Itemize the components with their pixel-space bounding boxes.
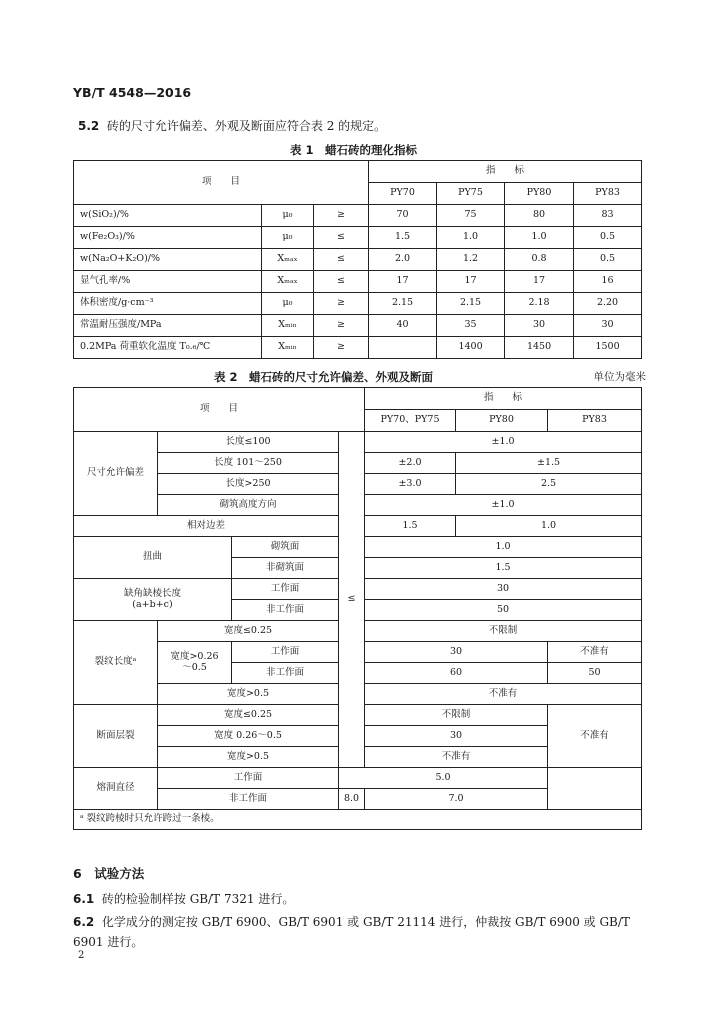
edge-diff-value-a: 1.5 (365, 516, 456, 537)
table1-value: 75 (437, 205, 505, 227)
para-6-2-continued: 6901 进行。 (73, 935, 144, 949)
table1-row (74, 249, 642, 271)
chip-non-working-value: 50 (365, 600, 642, 621)
section-6-title: 6 试验方法 (73, 866, 145, 881)
table2-caption: 表 2 蜡石砖的尺寸允许偏差、外观及断面 (214, 370, 434, 384)
table1-value: 2.18 (505, 293, 574, 315)
size-len-100-value: ±1.0 (365, 432, 642, 453)
table1-value: 1500 (574, 337, 642, 359)
melt-working-value: 5.0 (339, 768, 548, 789)
table2-head-item: 项 目 (74, 388, 365, 432)
table1-row (74, 315, 642, 337)
size-height-label: 砌筑高度方向 (158, 495, 339, 516)
crack-mid-label-line2: ～0.5 (182, 661, 207, 673)
standard-number: YB/T 4548—2016 (73, 85, 192, 100)
table1-grade-py75: PY75 (437, 183, 505, 205)
melt-hole-label: 熔洞直径 (74, 768, 158, 810)
table1-item: 显气孔率/% (74, 271, 262, 293)
table1-symbol: μ₀ (262, 293, 314, 315)
crack-w025-label: 宽度≤0.25 (158, 621, 339, 642)
page-number: 2 (78, 950, 85, 961)
table1-row (74, 337, 642, 359)
table1-value: 2.0 (369, 249, 437, 271)
table1-value: 16 (574, 271, 642, 293)
table1-row (74, 293, 642, 315)
table1-value: 2.15 (437, 293, 505, 315)
table2-grade-py83: PY83 (548, 410, 642, 432)
crack-w05-value: 不准有 (365, 684, 642, 705)
table1-symbol: Xₘᵢₙ (262, 315, 314, 337)
table1-physicochemical-indices (73, 160, 642, 359)
table2-footnote: ᵃ 裂纹跨棱时只允许跨过一条棱。 (74, 810, 642, 830)
section-w05-label: 宽度>0.5 (158, 747, 339, 768)
melt-working-label: 工作面 (158, 768, 339, 789)
para-6-2-number: 6.2 (73, 915, 95, 929)
table1-operator: ≤ (314, 249, 369, 271)
edge-diff-value-b: 1.0 (456, 516, 642, 537)
table1-symbol: μ₀ (262, 205, 314, 227)
table2-head-index: 指 标 (365, 388, 642, 410)
chip-label-line2: (a+b+c) (132, 598, 173, 610)
crack-mid-non-working-value-b: 50 (548, 663, 642, 684)
table1-item: w(Na₂O+K₂O)/% (74, 249, 262, 271)
size-len-101-250-value-a: ±2.0 (365, 453, 456, 474)
table1-value: 1.0 (437, 227, 505, 249)
crack-w025-value: 不限制 (365, 621, 642, 642)
size-height-value: ±1.0 (365, 495, 642, 516)
table1-operator: ≥ (314, 315, 369, 337)
para-6-2 (73, 913, 630, 930)
table1-value (369, 337, 437, 359)
table1-grade-py80: PY80 (505, 183, 574, 205)
table1-operator: ≥ (314, 293, 369, 315)
table1-value: 70 (369, 205, 437, 227)
table1-value: 17 (437, 271, 505, 293)
table1-value: 80 (505, 205, 574, 227)
section-w025-value: 不限制 (365, 705, 548, 726)
chip-label-line1: 缺角缺棱长度 (123, 588, 181, 600)
table2-operator: ≤ (339, 432, 365, 768)
para-6-1-text: 砖的检验制样按 GB/T 7321 进行。 (101, 892, 295, 906)
section-w025-label: 宽度≤0.25 (158, 705, 339, 726)
crack-mid-non-working-label: 非工作面 (232, 663, 339, 684)
table2-grade-py70-py75: PY70、PY75 (365, 410, 456, 432)
table1-value: 35 (437, 315, 505, 337)
crack-mid-label-line1: 宽度>0.26 (170, 651, 219, 663)
table1-symbol: Xₘᵢₙ (262, 337, 314, 359)
warp-non-masonry-value: 1.5 (365, 558, 642, 579)
clause-text: 砖的尺寸允许偏差、外观及断面应符合表 2 的规定。 (106, 119, 387, 133)
crack-mid-non-working-value-a: 60 (365, 663, 548, 684)
size-tolerance-label: 尺寸允许偏差 (74, 432, 158, 516)
table1-row (74, 205, 642, 227)
table1-value: 1400 (437, 337, 505, 359)
table1-value: 17 (505, 271, 574, 293)
table1-grade-py70: PY70 (369, 183, 437, 205)
table1-item: w(SiO₂)/% (74, 205, 262, 227)
warp-non-masonry-label: 非砌筑面 (232, 558, 339, 579)
warp-label: 扭曲 (74, 537, 232, 579)
crack-mid-label (158, 642, 232, 684)
section-py83-value: 不准有 (548, 705, 642, 768)
warp-masonry-value: 1.0 (365, 537, 642, 558)
table1-row (74, 271, 642, 293)
edge-diff-label: 相对边差 (74, 516, 339, 537)
crack-w05-label: 宽度>0.5 (158, 684, 339, 705)
table1-value: 30 (574, 315, 642, 337)
crack-label: 裂纹长度ᵃ (74, 621, 158, 705)
table1-caption: 表 1 蜡石砖的理化指标 (290, 143, 418, 157)
table1-operator: ≤ (314, 227, 369, 249)
para-6-2-text: 化学成分的测定按 GB/T 6900、GB/T 6901 或 GB/T 21114 进行，仲裁按 GB/T 6900 或 GB/T (101, 915, 630, 929)
table1-item: w(Fe₂O₃)/% (74, 227, 262, 249)
table1-value: 30 (505, 315, 574, 337)
clause-5-2 (78, 117, 386, 134)
melt-non-working-value-a: 8.0 (339, 789, 365, 810)
para-6-1-number: 6.1 (73, 892, 95, 906)
table1-value: 40 (369, 315, 437, 337)
size-len-250-label: 长度>250 (158, 474, 339, 495)
table2-grade-py80: PY80 (456, 410, 548, 432)
table1-value: 0.5 (574, 227, 642, 249)
chip-non-working-label: 非工作面 (232, 600, 339, 621)
size-len-250-value-a: ±3.0 (365, 474, 456, 495)
table2-unit: 单位为毫米 (593, 371, 646, 383)
table1-item: 常温耐压强度/MPa (74, 315, 262, 337)
warp-masonry-label: 砌筑面 (232, 537, 339, 558)
section-layer-label: 断面层裂 (74, 705, 158, 768)
melt-non-working-value-b: 7.0 (365, 789, 548, 810)
table1-symbol: μ₀ (262, 227, 314, 249)
table1-operator: ≥ (314, 337, 369, 359)
crack-mid-working-label: 工作面 (232, 642, 339, 663)
section-w026-05-value: 30 (365, 726, 548, 747)
melt-non-working-label: 非工作面 (158, 789, 339, 810)
crack-mid-working-value-b: 不准有 (548, 642, 642, 663)
table2-dimension-appearance (73, 387, 642, 830)
size-len-250-value-b: 2.5 (456, 474, 642, 495)
table1-value: 0.5 (574, 249, 642, 271)
table1-symbol: Xₘₐₓ (262, 249, 314, 271)
table1-value: 2.20 (574, 293, 642, 315)
table1-value: 1.0 (505, 227, 574, 249)
table1-symbol: Xₘₐₓ (262, 271, 314, 293)
table1-value: 83 (574, 205, 642, 227)
table1-head-item: 项 目 (74, 161, 369, 205)
section-w05-value: 不准有 (365, 747, 548, 768)
table1-operator: ≥ (314, 205, 369, 227)
size-len-100-label: 长度≤100 (158, 432, 339, 453)
chip-working-label: 工作面 (232, 579, 339, 600)
crack-mid-working-value-a: 30 (365, 642, 548, 663)
table1-value: 1450 (505, 337, 574, 359)
table1-value: 17 (369, 271, 437, 293)
size-len-101-250-label: 长度 101～250 (158, 453, 339, 474)
section-w026-05-label: 宽度 0.26～0.5 (158, 726, 339, 747)
table1-row (74, 227, 642, 249)
table1-item: 0.2MPa 荷重软化温度 T₀.₆/℃ (74, 337, 262, 359)
table1-value: 2.15 (369, 293, 437, 315)
para-6-1 (73, 890, 294, 907)
table1-value: 0.8 (505, 249, 574, 271)
table1-value: 1.2 (437, 249, 505, 271)
chip-label (74, 579, 232, 621)
size-len-101-250-value-b: ±1.5 (456, 453, 642, 474)
table1-item: 体积密度/g·cm⁻³ (74, 293, 262, 315)
table1-operator: ≤ (314, 271, 369, 293)
chip-working-value: 30 (365, 579, 642, 600)
table1-value: 1.5 (369, 227, 437, 249)
table1-head-index: 指 标 (369, 161, 642, 183)
clause-number: 5.2 (78, 119, 100, 133)
table1-grade-py83: PY83 (574, 183, 642, 205)
